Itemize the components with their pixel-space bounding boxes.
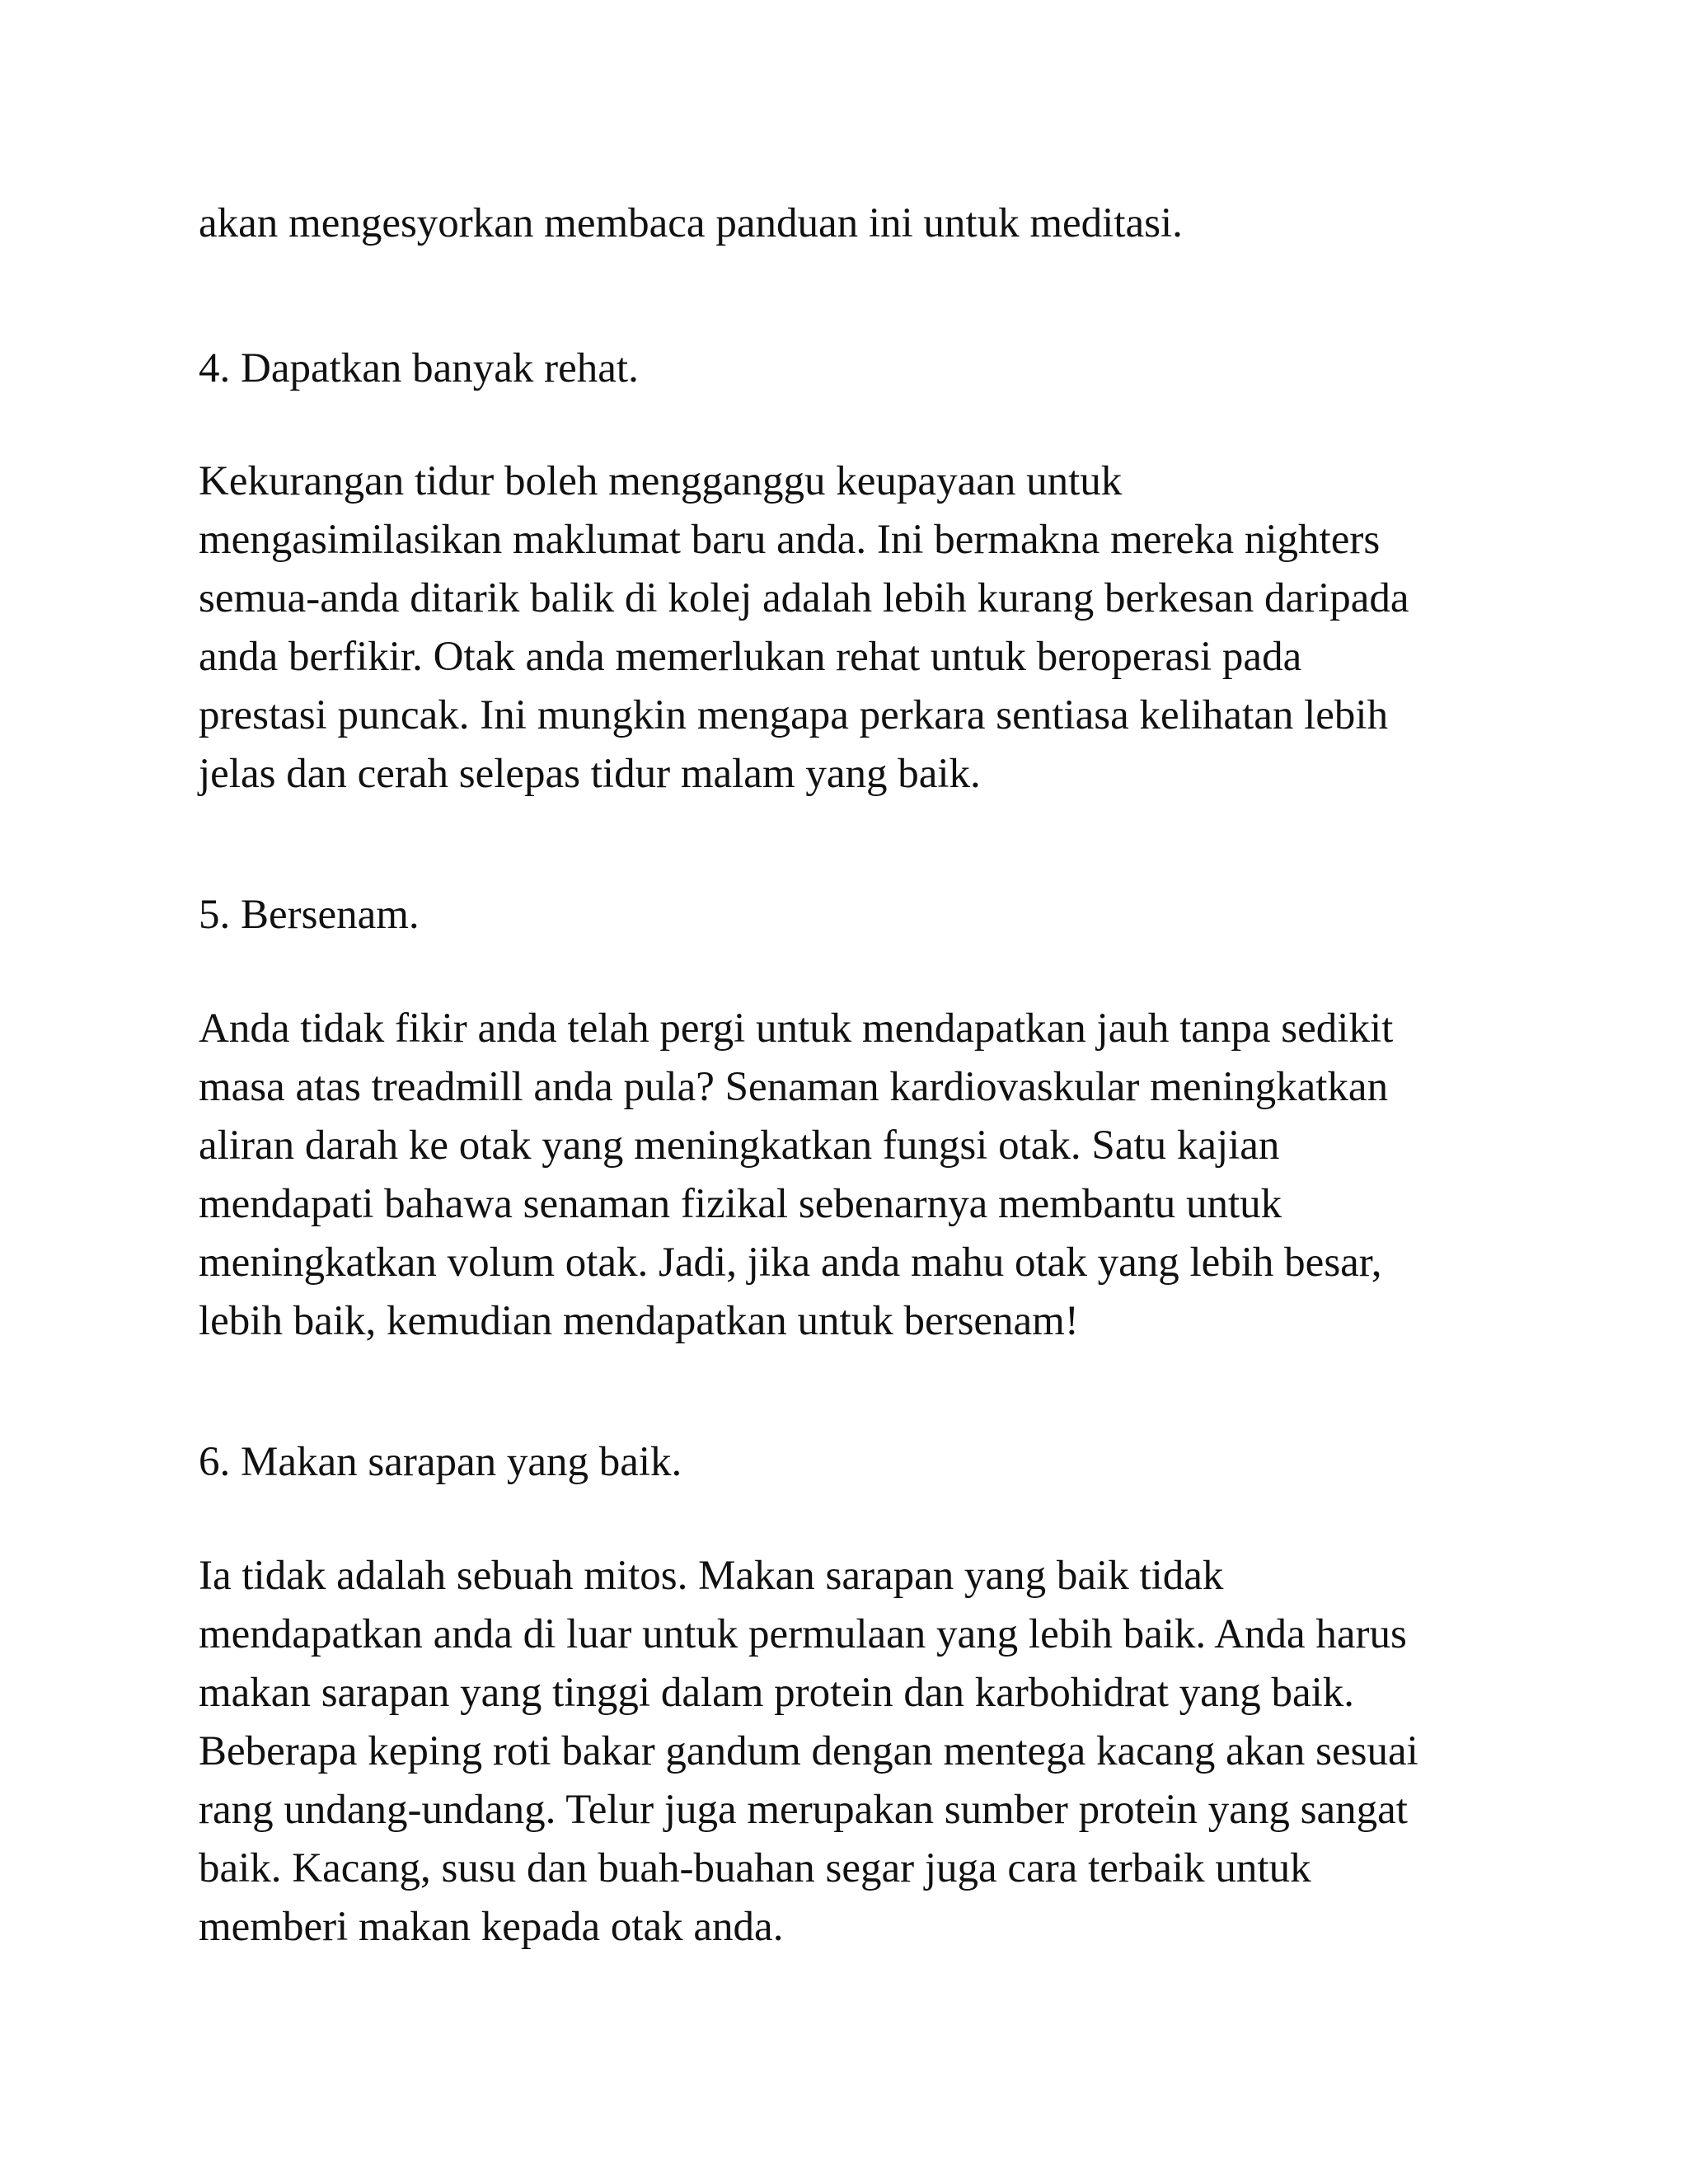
section-4-line: anda berfikir. Otak anda memerlukan rehat untuk beroperasi pada <box>199 634 1302 680</box>
section-5-line: lebih baik, kemudian mendapatkan untuk bersenam! <box>199 1298 1079 1344</box>
section-4-line: mengasimilasikan maklumat baru anda. Ini bermakna mereka nighters <box>199 517 1381 563</box>
section-6-line: Beberapa keping roti bakar gandum dengan mentega kacang akan sesuai <box>199 1728 1418 1774</box>
section-4-line: semua-anda ditarik balik di kolej adalah lebih kurang berkesan daripada <box>199 575 1409 621</box>
section-4-line: prestasi puncak. Ini mungkin mengapa perkara sentiasa kelihatan lebih <box>199 692 1389 738</box>
section-5-line: meningkatkan volum otak. Jadi, jika anda mahu otak yang lebih besar, <box>199 1240 1382 1286</box>
section-4-line: jelas dan cerah selepas tidur malam yang baik. <box>199 751 981 797</box>
intro-line: akan mengesyorkan membaca panduan ini untuk meditasi. <box>199 200 1183 246</box>
section-6-line: memberi makan kepada otak anda. <box>199 1904 784 1950</box>
section-5-line: masa atas treadmill anda pula? Senaman kardiovaskular meningkatkan <box>199 1064 1389 1110</box>
section-4-line: Kekurangan tidur boleh mengganggu keupayaan untuk <box>199 458 1123 504</box>
section-6-line: baik. Kacang, susu dan buah-buahan segar juga cara terbaik untuk <box>199 1845 1311 1891</box>
section-5-line: Anda tidak fikir anda telah pergi untuk mendapatkan jauh tanpa sedikit <box>199 1005 1394 1052</box>
section-6-line: mendapatkan anda di luar untuk permulaan yang lebih baik. Anda harus <box>199 1611 1407 1657</box>
section-heading-5: 5. Bersenam. <box>199 892 420 938</box>
section-heading-4: 4. Dapatkan banyak rehat. <box>199 345 639 391</box>
section-6-line: rang undang-undang. Telur juga merupakan sumber protein yang sangat <box>199 1787 1408 1833</box>
section-heading-6: 6. Makan sarapan yang baik. <box>199 1439 682 1485</box>
section-5-line: mendapati bahawa senaman fizikal sebenarnya membantu untuk <box>199 1181 1282 1227</box>
section-5-line: aliran darah ke otak yang meningkatkan fungsi otak. Satu kajian <box>199 1122 1280 1169</box>
section-6-line: makan sarapan yang tinggi dalam protein dan karbohidrat yang baik. <box>199 1670 1355 1716</box>
section-6-line: Ia tidak adalah sebuah mitos. Makan sarapan yang baik tidak <box>199 1553 1224 1599</box>
